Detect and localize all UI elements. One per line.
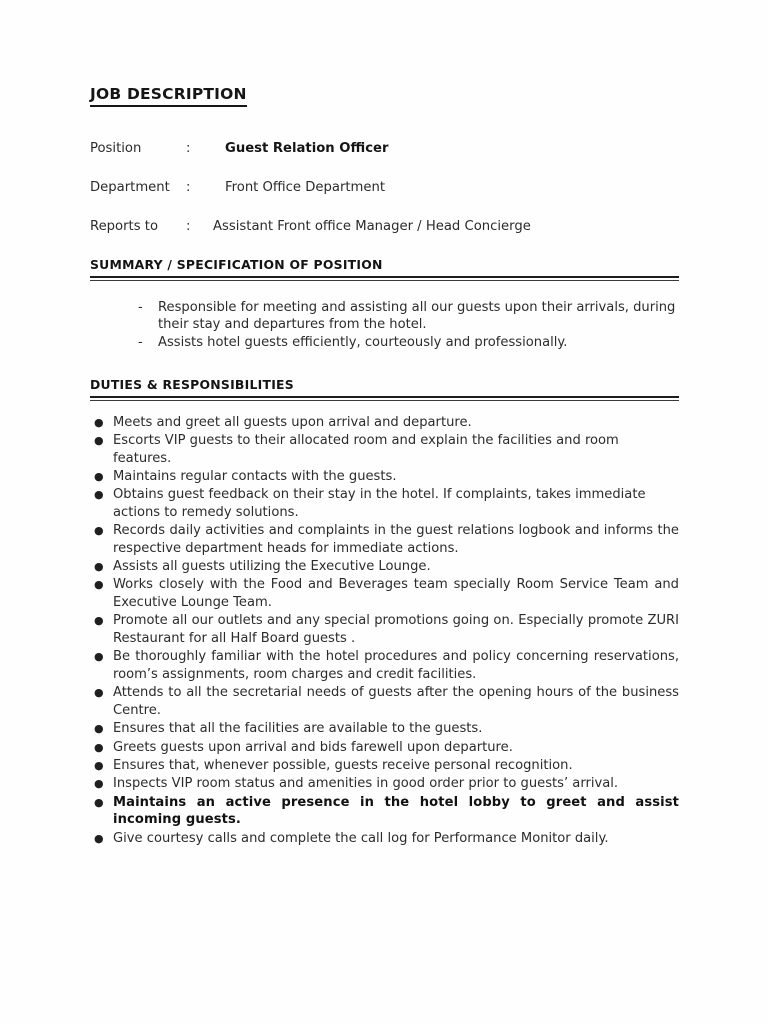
meta-row-department xyxy=(90,179,679,196)
bullet-icon: ● xyxy=(94,469,104,483)
list-item xyxy=(90,775,679,793)
list-item xyxy=(90,757,679,775)
meta-value-position: Guest Relation Officer xyxy=(225,140,389,156)
list-item xyxy=(90,414,679,432)
bullet-icon: ● xyxy=(94,777,104,791)
meta-row-reports-to xyxy=(90,218,679,235)
list-item-text: Be thoroughly familiar with the hotel procedures and policy concerning reservations, room’s assignments, room charges and credit facilities. xyxy=(113,649,679,683)
meta-row-position xyxy=(90,140,679,157)
meta-label-position: Position xyxy=(90,140,142,156)
list-item xyxy=(90,720,679,738)
bullet-icon: ● xyxy=(94,433,104,447)
list-item xyxy=(90,486,679,521)
meta-value-department: Front Office Department xyxy=(225,179,386,195)
section-rule-thin xyxy=(90,400,679,401)
meta-label-reports-to: Reports to xyxy=(90,219,159,235)
section-rule-thin xyxy=(90,280,679,281)
list-item-text: Assists all guests utilizing the Executive Lounge. xyxy=(113,559,431,575)
list-item xyxy=(90,334,679,352)
list-item-text: Obtains guest feedback on their stay in the hotel. If complaints, takes immediate actions to remedy solutions. xyxy=(113,487,646,520)
section-heading-duties xyxy=(90,377,679,400)
list-item-text: Escorts VIP guests to their allocated room and explain the facilities and room features. xyxy=(113,432,619,466)
position-details xyxy=(90,140,679,235)
document-body xyxy=(90,84,679,848)
list-item-text: Ensures that all the facilities are available to the guests. xyxy=(113,721,483,737)
meta-colon-position: : xyxy=(186,140,191,156)
bullet-icon: ● xyxy=(94,831,104,845)
dash-marker: - xyxy=(138,334,143,350)
list-item-text: Maintains regular contacts with the guests. xyxy=(113,468,397,484)
bullet-icon: ● xyxy=(94,650,104,664)
bullet-icon: ● xyxy=(94,415,104,429)
list-item xyxy=(90,522,679,557)
duties-list xyxy=(90,414,679,848)
page-title: JOB DESCRIPTION xyxy=(90,86,247,107)
bullet-icon: ● xyxy=(94,722,104,736)
meta-colon-reports-to: : xyxy=(186,219,191,235)
bullet-icon: ● xyxy=(94,578,104,592)
list-item xyxy=(90,794,679,829)
meta-value-reports-to: Assistant Front office Manager / Head Concierge xyxy=(213,219,531,235)
dash-marker: - xyxy=(138,299,143,315)
list-item xyxy=(90,612,679,647)
bullet-icon: ● xyxy=(94,740,104,754)
list-item-text: Assists hotel guests efficiently, courteously and professionally. xyxy=(158,334,568,350)
list-item-text: Promote all our outlets and any special promotions going on. Especially promote ZURI Restaurant for all Half Board guests . xyxy=(113,613,679,647)
list-item xyxy=(90,739,679,757)
meta-colon-department: : xyxy=(186,179,191,195)
bullet-icon: ● xyxy=(94,614,104,628)
list-item-text: Ensures that, whenever possible, guests receive personal recognition. xyxy=(113,757,573,773)
list-item xyxy=(90,468,679,486)
list-item-text: Records daily activities and complaints in the guest relations logbook and informs the respective department heads for immediate actions. xyxy=(113,523,679,556)
bullet-icon: ● xyxy=(94,488,104,502)
list-item-text: Responsible for meeting and assisting all our guests upon their arrivals, during their stay and departures from the hotel. xyxy=(158,299,676,333)
list-item xyxy=(90,558,679,576)
meta-label-department: Department xyxy=(90,179,170,195)
list-item xyxy=(90,648,679,683)
summary-list xyxy=(90,299,679,352)
list-item-text: Meets and greet all guests upon arrival and departure. xyxy=(113,414,472,430)
bullet-icon: ● xyxy=(94,795,104,809)
list-item xyxy=(90,684,679,719)
list-item xyxy=(90,576,679,611)
list-item-text: Maintains an active presence in the hotel lobby to greet and assist incoming guests. xyxy=(113,794,679,828)
list-item-text: Greets guests upon arrival and bids farewell upon departure. xyxy=(113,739,513,755)
list-item xyxy=(90,432,679,467)
list-item xyxy=(90,830,679,848)
section-title-duties: DUTIES & RESPONSIBILITIES xyxy=(90,377,294,393)
section-heading-summary xyxy=(90,257,679,280)
list-item-text: Give courtesy calls and complete the call log for Performance Monitor daily. xyxy=(113,830,609,846)
list-item xyxy=(90,299,679,334)
list-item-text: Works closely with the Food and Beverages team specially Room Service Team and Executive Lounge Team. xyxy=(113,577,679,611)
list-item-text: Attends to all the secretarial needs of guests after the opening hours of the business Centre. xyxy=(113,685,679,719)
bullet-icon: ● xyxy=(94,686,104,700)
bullet-icon: ● xyxy=(94,560,104,574)
section-title-summary: SUMMARY / SPECIFICATION OF POSITION xyxy=(90,257,383,273)
list-item-text: Inspects VIP room status and amenities in good order prior to guests’ arrival. xyxy=(113,776,619,792)
bullet-icon: ● xyxy=(94,758,104,772)
bullet-icon: ● xyxy=(94,524,104,538)
